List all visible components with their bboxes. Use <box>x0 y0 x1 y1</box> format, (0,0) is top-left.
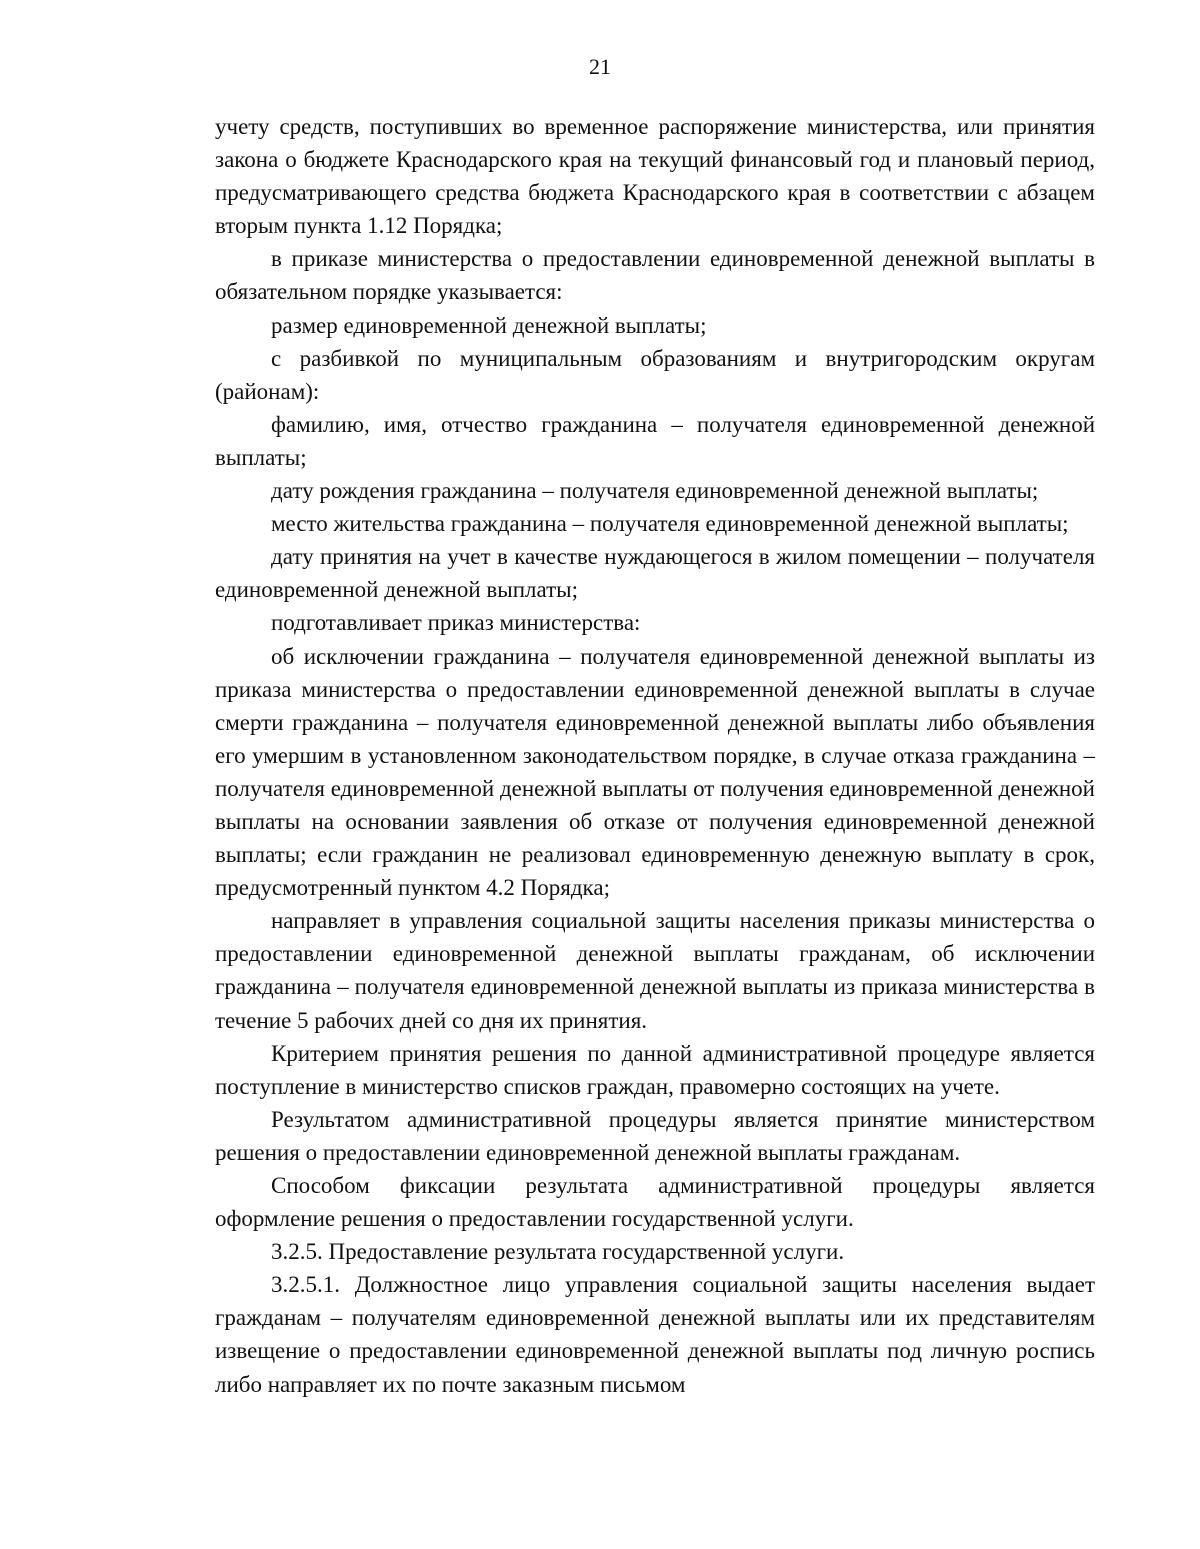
paragraph-order-contents: в приказе министерства о предоставлении единовременной денежной выплаты в обязательном порядке указывается: <box>215 246 1095 305</box>
list-item-registration-date: дату принятия на учет в качестве нуждающегося в жилом помещении – получателя единовременной денежной выплаты; <box>215 544 1095 603</box>
paragraph-continuation: учету средств, поступивших во временное распоряжение министерства, или принятия закона о бюджете Краснодарского края на текущий финансовый год и плановый период, предусматривающего средства бюджета Краснодарского края в соответствии с абзацем вторым пункта 1.12 Порядка; <box>215 114 1095 239</box>
list-item-payment-amount: размер единовременной денежной выплаты; <box>271 312 707 338</box>
paragraph-fixation-method: Способом фиксации результата административной процедуры является оформление решения о предоставлении государственной услуги. <box>215 1173 1095 1232</box>
list-item-birth-date: дату рождения гражданина – получателя единовременной денежной выплаты; <box>271 478 1039 504</box>
paragraph-decision-criterion: Критерием принятия решения по данной административной процедуре является поступление в министерство списков граждан, правомерно состоящих на учете. <box>215 1040 1095 1099</box>
list-item-residence: место жительства гражданина – получателя единовременной денежной выплаты; <box>271 511 1069 537</box>
document-body <box>215 110 1095 1401</box>
paragraph-sends-orders: направляет в управления социальной защиты населения приказы министерства о предоставлении единовременной денежной выплаты гражданам, об исключении гражданина – получателя единовременной денежной выплаты из приказа министерства в течение 5 рабочих дней со дня их принятия. <box>215 908 1095 1033</box>
paragraph-procedure-result: Результатом административной процедуры является принятие министерством решения о предоставлении единовременной денежной выплаты гражданам. <box>215 1106 1095 1165</box>
paragraph-3-2-5-1: 3.2.5.1. Должностное лицо управления социальной защиты населения выдает гражданам – получателям единовременной денежной выплаты или их представителям извещение о предоставлении единовременной денежной выплаты под личную роспись либо направляет их по почте заказным письмом <box>215 1272 1095 1397</box>
list-item-full-name: фамилию, имя, отчество гражданина – получателя единовременной денежной выплаты; <box>215 411 1095 470</box>
list-item-breakdown: с разбивкой по муниципальным образованиям и внутригородским округам (районам): <box>215 345 1095 404</box>
paragraph-prepares-order: подготавливает приказ министерства: <box>271 610 641 636</box>
page-number: 21 <box>589 54 611 79</box>
paragraph-exclusion: об исключении гражданина – получателя единовременной денежной выплаты из приказа министерства о предоставлении единовременной денежной выплаты в случае смерти гражданина – получателя единовременной денежной выплаты либо объявления его умершим в установленном законодательством порядке, в случае отказа гражданина – получателя единовременной денежной выплаты от получения единовременной денежной выплаты на основании заявления об отказе от получения единовременной денежной выплаты; если гражданин не реализовал единовременную денежную выплату в срок, предусмотренный пунктом 4.2 Порядка; <box>215 643 1095 901</box>
section-heading-3-2-5: 3.2.5. Предоставление результата государственной услуги. <box>271 1239 845 1265</box>
